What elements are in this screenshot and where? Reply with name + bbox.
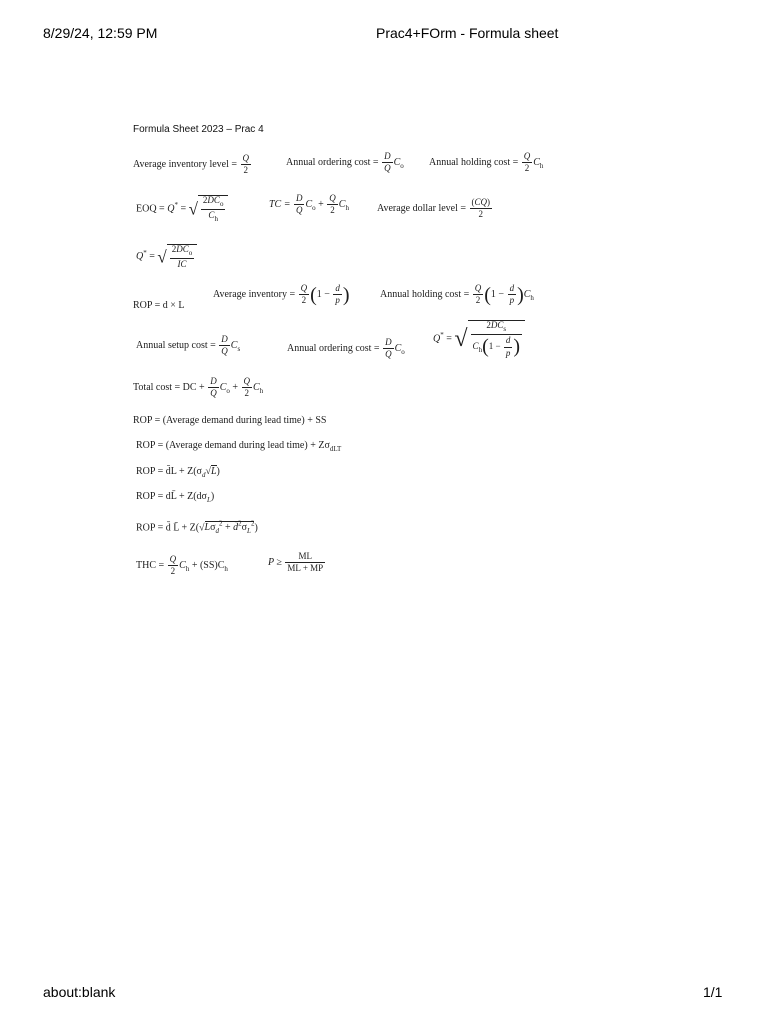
formula-q-star-ic: Q* = √ $\frac{2DC_o}{IC}$ — [136, 244, 197, 270]
formula-rop-variable-lead-time: ROP = dL̄ + $Z(d\sigma_L)$ — [136, 491, 215, 504]
formula-eoq: EOQ = Q* = √ $\frac{2DC_o}{C_h}$ — [136, 195, 228, 223]
formula-thc: THC = $\frac{Q}{2}$ $C_h + (SS)C_h$ — [136, 554, 228, 577]
formula-total-cost: Total cost = DC + $\frac{D}{Q}$ $C_o$ + $\frac{Q}{2}$ $C_h$ — [133, 376, 264, 399]
print-page-count: 1/1 — [703, 984, 723, 1000]
print-datetime: 8/29/24, 12:59 PM — [43, 25, 158, 41]
formula-average-dollar-level: Average dollar level = $\frac{(CQ)}{2}$ — [377, 197, 491, 220]
formula-annual-holding-cost-production: Annual holding cost = $\frac{Q}{2}$ (1 − $\frac{d}{p}$ )$C_h$ — [380, 283, 534, 306]
formula-rop-both-variable: ROP = d̄ L̄ + $Z(√L\sigma_d^2$ + $d̄^2\sigma_L^2$) — [136, 520, 258, 536]
formula-probability: P ≥ $\frac{ML}{ML + MP}$ — [268, 551, 324, 574]
formula-average-inventory: Average inventory = $\frac{Q}{2}$ (1 − $\frac{d}{p}$ ) — [213, 283, 350, 306]
print-url: about:blank — [43, 984, 116, 1000]
formula-average-inventory-level: Average inventory level = $\frac{Q}{2}$ — [133, 153, 250, 176]
formula-rop-safety-stock: ROP = (Average demand during lead time) + SS — [133, 415, 327, 426]
formula-rop-z-sigma: ROP = (Average demand during lead time) + $Z\sigma_{dLT}$ — [136, 440, 342, 453]
formula-annual-setup-cost: Annual setup cost = $\frac{D}{Q}$ $C_s$ — [136, 334, 241, 357]
sheet-title: Formula Sheet 2023 – Prac 4 — [133, 124, 264, 135]
formula-annual-holding-cost: Annual holding cost = $\frac{Q}{2}$ $C_h$ — [429, 151, 544, 174]
formula-annual-ordering-cost-2: Annual ordering cost = $\frac{D}{Q}$ $C_o$ — [287, 337, 405, 360]
formula-q-star-production: Q* = √ $2DC_s$ $C_h(1$ − $\frac{d}{p}$ ) — [433, 320, 525, 358]
formula-tc: TC = $\frac{D}{Q}$ $C_o$ + $\frac{Q}{2}$ $C_h$ — [269, 193, 349, 216]
formula-rop-d-times-l: ROP = d × L — [133, 300, 185, 311]
formula-annual-ordering-cost: Annual ordering cost = $\frac{D}{Q}$ $C_o$ — [286, 151, 404, 174]
print-page-title: Prac4+FOrm - Formula sheet — [376, 25, 559, 41]
formula-rop-variable-demand: ROP = d̄L + $Z(\sigma_d√L)$ — [136, 466, 220, 479]
formula-sheet — [133, 120, 593, 580]
